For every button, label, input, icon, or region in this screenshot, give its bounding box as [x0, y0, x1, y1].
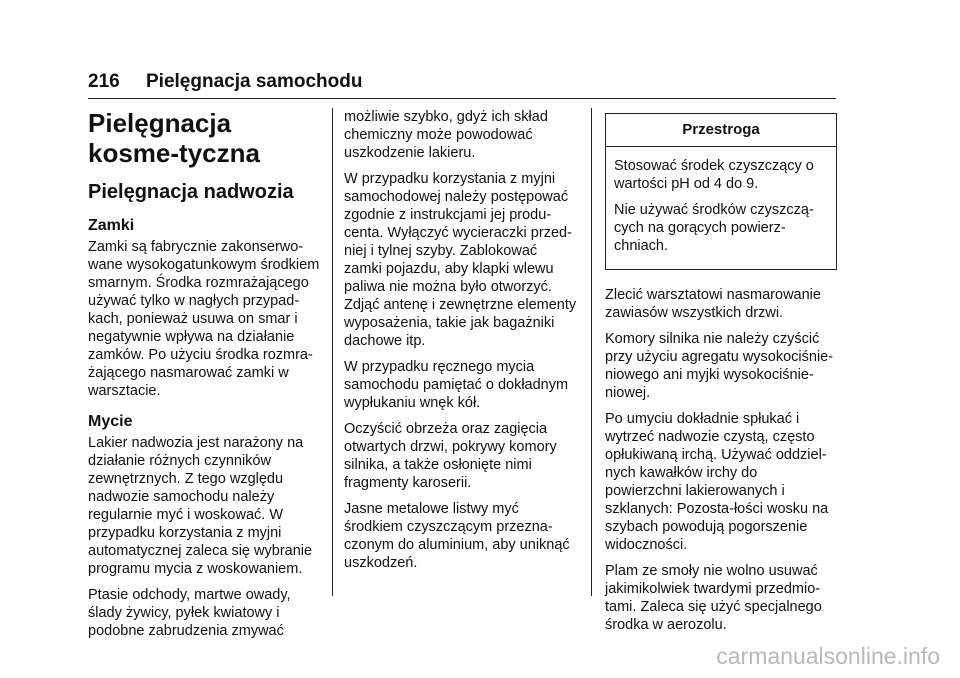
watermark: carmanualsonline.info — [716, 643, 940, 669]
column-3 — [605, 108, 837, 642]
main-title: Pielęgnacja kosme-tyczna — [88, 108, 260, 168]
column-divider-1 — [332, 108, 333, 596]
ptasie-paragraph: Ptasie odchody, martwe owady, ślady żywicy, pyłek kwiatowy i podobne zabrudzenia zmywać — [88, 587, 291, 639]
section-title: Pielęgnacja samochodu — [146, 71, 363, 92]
paragraph: Plam ze smoły nie wolno usuwać jakimikolwiek twardymi przedmio-tami. Zaleca się użyć specjalnego środka w aerozolu. — [605, 563, 822, 633]
page-number: 216 — [88, 71, 120, 92]
caution-title: Przestroga — [606, 114, 836, 147]
paragraph: możliwie szybko, gdyż ich skład chemiczny może powodować uszkodzenie lakieru. — [344, 109, 548, 161]
column-2 — [344, 108, 578, 580]
column-3-text — [605, 286, 837, 634]
mycie-paragraph: Lakier nadwozia jest narażony na działanie różnych czynników zewnętrznych. Z tego względu nadwozie samochodu należy regularnie myć i woskować. W przypadku korzystania z myjni automatycznej zaleca się wybranie programu mycia z woskowaniem. — [88, 435, 313, 577]
paragraph: Zlecić warsztatowi nasmarowanie zawiasów wszystkich drzwi. — [605, 287, 821, 321]
header-rule — [88, 98, 836, 99]
caution-body — [606, 147, 836, 269]
section-heading: Pielęgnacja nadwozia — [88, 181, 294, 203]
paragraph: Oczyścić obrzeża oraz zagięcia otwartych drzwi, pokrywy komory silnika, a także osłonięte nimi fragmenty karoserii. — [344, 421, 557, 491]
paragraph: W przypadku korzystania z myjni samochodowej należy postępować zgodnie z instrukcjami jej produ-centa. Wyłączyć wycieraczki przed-niej i tylnej szyby. Zablokować zamki pojazdu, aby klapki wlewu paliwa nie można było otworzyć. Zdjąć antenę i zewnętrzne elementy wyposażenia, takie jak bagażniki dachowe itp. — [344, 171, 577, 349]
paragraph: Komory silnika nie należy czyścić przy użyciu agregatu wysokociśnie-niowego ani myjki wysokociśnie-niowej. — [605, 331, 834, 401]
zamki-paragraph: Zamki są fabrycznie zakonserwo-wane wysokogatunkowym środkiem smarnym. Środka rozmrażającego używać tylko w nagłych przypad-kach, ponieważ usuwa on smar i negatywnie wpływa na działanie zamków. Po użyciu środka rozmra-żającego nasmarować zamki w warsztacie. — [88, 239, 320, 399]
column-1 — [88, 108, 322, 648]
paragraph: Po umyciu dokładnie spłukać i wytrzeć nadwozie czystą, często opłukiwaną irchą. Używać oddziel-nych kawałków irchy do powierzchni lakierowanych i szklanych: Pozosta-łości wosku na szybach powodują pogorszenie widoczności. — [605, 411, 829, 553]
column-divider-2 — [591, 108, 592, 596]
caution-box — [605, 113, 837, 270]
caution-paragraph: Stosować środek czyszczący o wartości pH od 4 do 9. — [614, 158, 814, 192]
paragraph: Jasne metalowe listwy myć środkiem czyszczącym przezna-czonym do aluminium, aby uniknąć uszkodzeń. — [344, 501, 570, 571]
zamki-heading: Zamki — [88, 217, 135, 234]
paragraph: W przypadku ręcznego mycia samochodu pamiętać o dokładnym wypłukaniu wnęk kół. — [344, 359, 569, 411]
mycie-heading: Mycie — [88, 413, 133, 430]
page-header — [88, 70, 836, 94]
caution-paragraph: Nie używać środków czyszczą-cych na gorących powierz-chniach. — [614, 202, 814, 254]
